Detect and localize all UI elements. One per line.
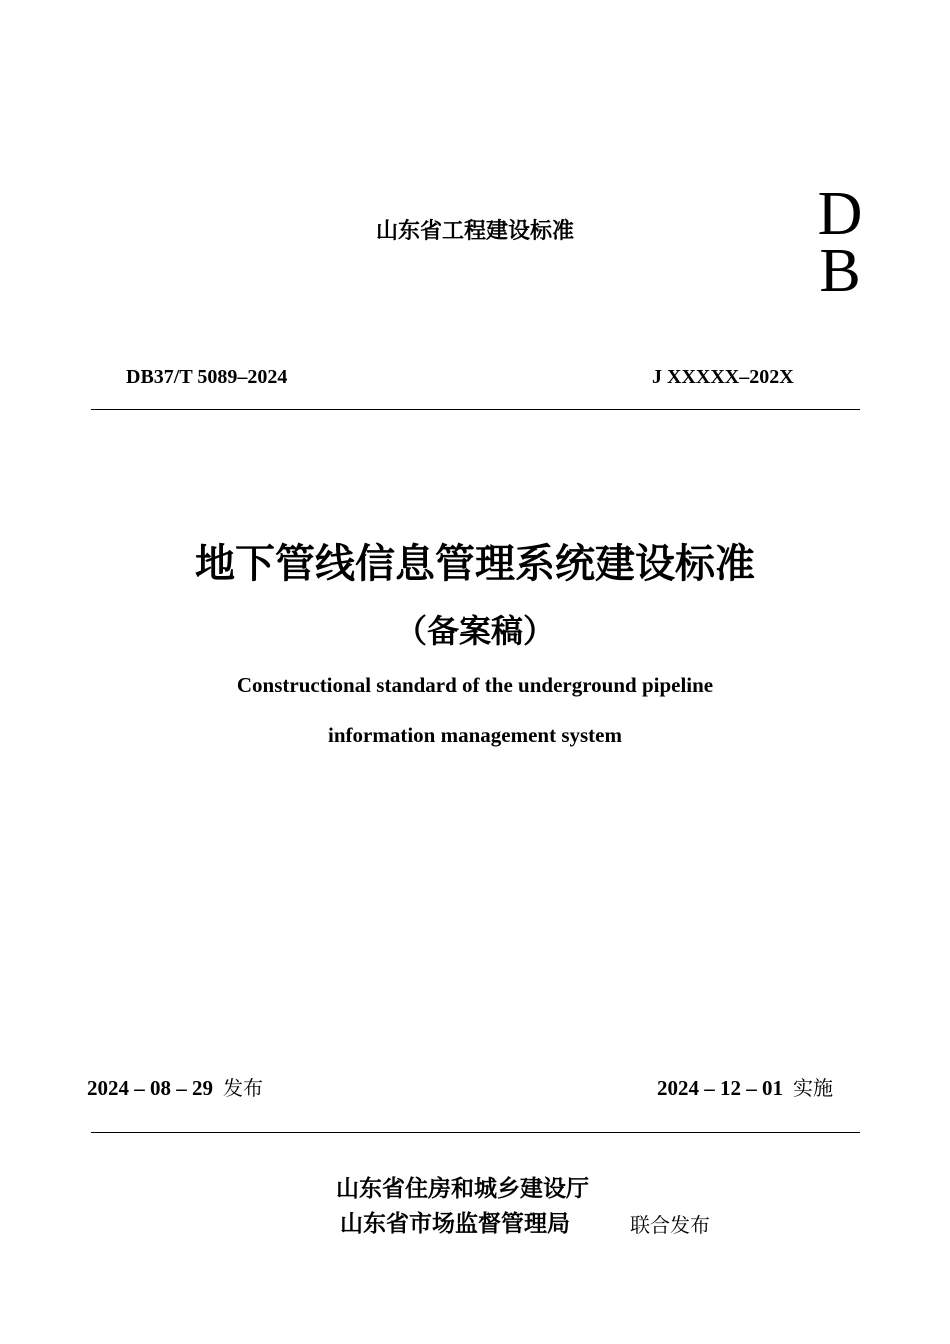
issue-label: 发布 <box>223 1076 263 1100</box>
standard-number: DB37/T 5089–2024 <box>126 366 288 388</box>
title-english-line1: Constructional standard of the underground pipeline <box>236 673 714 697</box>
draft-note: （备案稿） <box>394 612 555 650</box>
issue-date-block <box>87 1072 263 1101</box>
effective-date: 2024 – 12 – 01 <box>657 1076 783 1100</box>
standard-category: 山东省工程建设标准 <box>375 219 574 244</box>
db-mark-letter-b: B <box>819 237 861 305</box>
issue-date: 2024 – 08 – 29 <box>87 1076 213 1100</box>
title-chinese: 地下管线信息管理系统建设标准 <box>195 540 755 587</box>
top-divider <box>91 409 860 410</box>
joint-issue-label: 联合发布 <box>630 1213 710 1237</box>
issuer-market-supervision: 山东省市场监督管理局 <box>340 1211 570 1237</box>
db-mark <box>800 180 880 305</box>
bottom-divider <box>91 1132 860 1133</box>
record-number: J XXXXX–202X <box>652 366 794 388</box>
effective-label: 实施 <box>793 1076 833 1100</box>
issuer-housing-department: 山东省住房和城乡建设厅 <box>336 1176 589 1202</box>
effective-date-block <box>657 1072 833 1101</box>
db-mark-letter-d: D <box>817 180 863 248</box>
title-english-line2: information management system <box>328 723 622 747</box>
